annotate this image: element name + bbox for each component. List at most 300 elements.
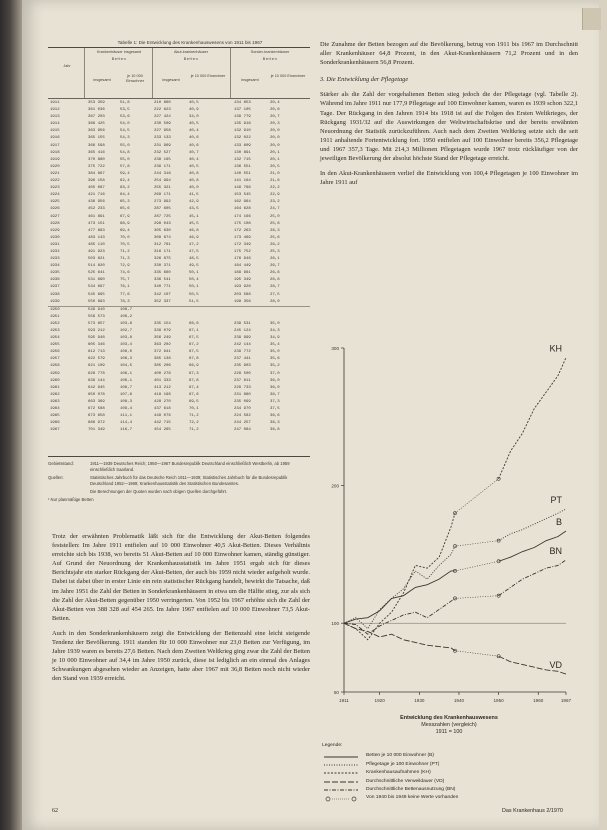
table-cell: 71,2 — [189, 414, 199, 419]
table-cell-year: 1924 — [50, 193, 60, 198]
table-cell: 20,7 — [270, 115, 280, 120]
note-text-gebiet: 1911—1939 Deutsches Reich; 1950—1967 Bundesrepublik Deutschland einschließlich Westberlin, ab 1959 einschließlich Saarland. — [90, 461, 290, 472]
table-cell: 239 531 — [234, 321, 251, 326]
page-corner-tab — [582, 8, 601, 30]
table-cell-year: 1914 — [50, 122, 60, 127]
col-group-akut: Akut-krankenhäuser — [174, 50, 208, 54]
table-row — [48, 406, 310, 413]
table-cell: 67,5 — [189, 350, 199, 355]
table-row — [48, 178, 310, 185]
book-binding — [0, 0, 22, 830]
table-cell: 106,1 — [120, 378, 133, 383]
table-cell: 316 171 — [154, 249, 171, 254]
table-cell: 222 623 — [154, 108, 171, 113]
table-cell: 650 078 — [88, 392, 105, 397]
table-cell: 375 722 — [88, 164, 105, 169]
table-cell: 71,3 — [120, 257, 130, 262]
table-cell: 77,6 — [120, 292, 130, 297]
table-cell: 247 084 — [234, 428, 251, 433]
table-cell: 40,0 — [189, 186, 199, 191]
table-cell: 436 956 — [88, 200, 105, 205]
table-cell: 62,4 — [120, 179, 130, 184]
body-paragraph: Stärker als die Zahl der vorgehaltenen Betten stieg jedoch die der Pflegetage (vgl. Tabelle 2). Während im Jahre 1911 nur 177,9 Pflegetage auf 100 Einwohner kamen, waren es 1939 schon 322,1 Tage. Der Rückgang in den Jahren 1914 bis 1918 ist auf die Folgen des Ersten Weltkrieges, der Rückgang 1931/32 auf die Auswirkungen der Weltwirtschaftskrise und der bereits erwähnten Neuordnung der Statistik zurückzuführen. Auch nach dem Zweiten Weltkrieg setzte sich die seit 1911 anhaltende Fortentwicklung fort. 1950 entfielen auf 100 Einwohner bereits 356,2 Pflegetage und 1967 357,3 Tage. Mit 214,3 Millionen Pflegetagen wurde 1967 trotz rückläufiger von der jeweiligen Bevölkerung der absolut höchste Stand der Pflegetage erreicht. — [320, 91, 578, 163]
table-cell: 76,1 — [120, 285, 130, 290]
table-cell: 366 598 — [88, 143, 105, 148]
table-cell: 36,8 — [270, 428, 280, 433]
table-row — [48, 221, 310, 228]
legend-label: Durchschnittliche Bettenausnutzung (BN) — [366, 787, 456, 793]
table-cell: 26,7 — [270, 285, 280, 290]
table-cell: 36,7 — [270, 392, 280, 397]
table-cell: 108,3 — [120, 399, 133, 404]
table-cell: 254 994 — [154, 179, 171, 184]
table-cell: 622 579 — [88, 357, 105, 362]
table-row — [48, 349, 310, 356]
table-cell: 233 133 — [154, 136, 171, 141]
table-cell: 245 124 — [234, 329, 251, 333]
table-row — [48, 157, 310, 164]
table-cell: 20,3 — [270, 122, 280, 127]
table-cell: 231 969 — [154, 143, 171, 148]
legend-item — [322, 761, 578, 769]
table-cell: 53,5 — [120, 108, 130, 113]
table-cell: 103,8 — [120, 321, 133, 326]
series-label-b: B — [555, 517, 562, 528]
table-cell-year: 1925 — [50, 200, 60, 205]
table-cell: 363 202 — [154, 343, 171, 348]
note-label-gebiet: Gebietsstand: — [48, 461, 74, 466]
table-cell: 50,4 — [189, 278, 199, 283]
table-cell: 130 891 — [234, 150, 251, 155]
table-row — [48, 164, 310, 171]
table-cell: 108,7 — [120, 307, 133, 312]
table-cell: 41,5 — [189, 193, 199, 198]
table-cell: 287 725 — [154, 214, 171, 219]
table-cell: 621 109 — [88, 364, 105, 369]
table-row — [48, 299, 310, 306]
y-tick-label: 200 — [331, 483, 339, 489]
table-cell: 45,1 — [189, 214, 199, 219]
table-cell: 701 349 — [88, 428, 105, 433]
x-tick-label: 1930 — [414, 698, 425, 703]
table-cell: 26,3 — [270, 228, 280, 233]
chart-title: Entwicklung des Krankenhauswesens — [400, 715, 498, 721]
table-cell: 20,4 — [270, 101, 280, 105]
series-gap-kh — [455, 479, 499, 513]
col-header-insgesamt-2: insgesamt — [162, 78, 180, 82]
col-header-je10000-1: je 10 000 Einwohner — [126, 74, 144, 83]
table-cell: 312 761 — [154, 242, 171, 247]
table-cell: 193 926 — [234, 285, 251, 290]
table-row — [48, 150, 310, 157]
table-cell: 335 154 — [154, 321, 171, 326]
table-cell-year: 1934 — [50, 264, 60, 269]
series-gap-vd — [455, 651, 499, 657]
table-cell: 172 263 — [234, 228, 251, 233]
table-cell-year: 1926 — [50, 207, 60, 212]
table-cell: 421 716 — [88, 193, 105, 198]
table-cell: 106,7 — [120, 385, 133, 390]
series-label-bn: BN — [549, 545, 562, 556]
table-cell: 22,9 — [270, 193, 280, 198]
table-cell-year: 1921 — [50, 171, 60, 176]
table-row — [48, 228, 310, 235]
table-cell: 239 171 — [154, 164, 171, 169]
table-cell: 366 425 — [88, 122, 105, 127]
body-paragraph: Die Zunahme der Betten bezogen auf die Bevölkerung, betrug von 1911 bis 1967 im Durchschnitt aller Krankenhäuser 64,8 Prozent, in den Akut-Krankenhäusern 71,2 Prozent und in den Sonderkrankenhäusern 56,8 Prozent. — [320, 41, 578, 67]
table-cell: 104,5 — [120, 364, 133, 369]
table-cell: 34,9 — [270, 336, 280, 341]
table-cell: 35,6 — [270, 357, 280, 362]
table-header — [48, 48, 310, 99]
table-cell: 37,3 — [270, 399, 280, 404]
table-cell: 40,4 — [189, 157, 199, 162]
table-cell: 26,8 — [270, 271, 280, 276]
legend-label: Pflegetage je 100 Einwohner (PT) — [366, 761, 440, 767]
legend-title: Legende: — [322, 743, 343, 748]
col-group-gesamt-sub: Betten — [111, 57, 127, 61]
table-cell: 54,5 — [120, 129, 130, 134]
table-cell: 20,0 — [270, 136, 280, 141]
table-cell: 244 257 — [234, 421, 251, 426]
table-cell: 238 165 — [154, 157, 171, 162]
table-cell: 672 588 — [88, 407, 105, 412]
table-cell-year: 1931 — [50, 242, 60, 247]
table-cell: 550 693 — [88, 299, 105, 304]
col-header-insgesamt-3: insgesamt — [241, 78, 259, 82]
table-cell-year: 1958 — [50, 364, 60, 369]
table-row — [48, 385, 310, 392]
table-cell: 133 609 — [234, 143, 251, 148]
table-cell: 25,0 — [270, 214, 280, 219]
table-cell: 229 733 — [234, 385, 251, 390]
right-body-column — [320, 40, 578, 193]
table-cell: 549 910 — [88, 307, 105, 312]
table-cell: 173 469 — [234, 235, 251, 240]
table-cell: 477 893 — [88, 228, 105, 233]
table-cell: 174 166 — [234, 214, 251, 219]
table-cell-year: 1912 — [50, 108, 60, 113]
table-cell: 26,2 — [270, 242, 280, 247]
table-row — [48, 114, 310, 121]
series-label-pt: PT — [550, 494, 562, 505]
col-divider — [84, 48, 85, 98]
table-cell: 356 249 — [154, 336, 171, 341]
table-cell: 365 155 — [88, 136, 105, 141]
x-tick-label: 1960 — [533, 698, 544, 703]
table-cell: 40,4 — [189, 129, 199, 134]
table-cell: 514 820 — [88, 264, 105, 269]
table-row — [48, 256, 310, 263]
body-paragraph: In den Akut-Krankenhäusern verlief die Entwicklung von 100,4 Pflegetagen je 100 Einwohner im Jahre 1911 auf — [320, 170, 578, 187]
table-cell: 437 618 — [154, 407, 171, 412]
table-cell: 255 321 — [154, 186, 171, 191]
table-cell: 28,0 — [270, 299, 280, 304]
table-cell: 367 203 — [88, 115, 105, 120]
table-cell: 25,3 — [270, 249, 280, 254]
table-cell: 639 144 — [88, 378, 105, 383]
table-cell: 461 891 — [88, 214, 105, 219]
table-cell: 198 356 — [234, 299, 251, 304]
table-cell: 230 509 — [154, 122, 171, 127]
table-footnote: ¹ Nur planmäßige Betten — [48, 497, 94, 502]
table-cell: 231 880 — [234, 392, 251, 397]
table-cell: 442 715 — [154, 421, 171, 426]
table-cell-year: 1952 — [50, 321, 60, 326]
table-cell: 34,3 — [270, 329, 280, 333]
table-row — [48, 307, 310, 314]
table-cell: 40,6 — [189, 143, 199, 148]
table-cell: 40,5 — [189, 164, 199, 169]
table-cell: 67,5 — [189, 336, 199, 341]
table-cell: 418 198 — [154, 392, 171, 397]
table-cell: 21,6 — [270, 179, 280, 184]
page-number: 62 — [52, 808, 58, 814]
table-row — [48, 284, 310, 291]
table-cell: 40,7 — [189, 150, 199, 155]
table-cell: 605 346 — [88, 343, 105, 348]
table-cell: 335 680 — [154, 271, 171, 276]
table-cell-year: 1928 — [50, 221, 60, 226]
table-cell: 239 772 — [234, 350, 251, 355]
journal-footer: Das Krankenhaus 2/1970 — [502, 808, 563, 814]
table-cell-year: 1936 — [50, 278, 60, 283]
table-cell: 20,6 — [270, 108, 280, 113]
table-cell: 20,0 — [270, 143, 280, 148]
table-cell: 401 333 — [154, 378, 171, 383]
section-heading: 3. Die Entwicklung der Pflegetage — [320, 76, 409, 84]
table-cell-year: 1964 — [50, 407, 60, 412]
table-cell: 48,5 — [189, 257, 199, 262]
col-group-gesamt: Krankenhäuser insgesamt — [96, 50, 142, 54]
table-cell: 51,8 — [120, 101, 130, 105]
table-cell: 628 778 — [88, 371, 105, 376]
table-cell-year: 1918 — [50, 150, 60, 155]
table-cell: 227 958 — [154, 129, 171, 134]
series-line-bn — [344, 598, 455, 634]
table-cell: 72,9 — [120, 264, 130, 269]
table-cell: 63,2 — [120, 186, 130, 191]
table-cell: 51,5 — [189, 299, 199, 304]
table-cell: 210 860 — [154, 101, 171, 105]
table-cell: 21,0 — [270, 171, 280, 176]
table-cell-year: 1959 — [50, 371, 60, 376]
table-cell: 336 541 — [154, 278, 171, 283]
table-cell: 175 108 — [234, 221, 251, 226]
table-cell: 340 771 — [154, 285, 171, 290]
table-cell: 36,6 — [270, 414, 280, 419]
table-cell: 396 158 — [88, 179, 105, 184]
legend-item — [322, 778, 578, 786]
table-cell: 595 948 — [88, 336, 105, 341]
table-row — [48, 242, 310, 249]
table-cell: 66,6 — [189, 321, 199, 326]
table-row — [48, 235, 310, 242]
table-cell: 139 779 — [234, 115, 251, 120]
table-cell: 153 545 — [234, 193, 251, 198]
table-cell-year: 1956 — [50, 350, 60, 355]
table-row — [48, 314, 310, 321]
table-cell: 20,5 — [270, 164, 280, 169]
col-group-sonder: Sonder-krankenhäuser — [250, 50, 290, 54]
table-cell: 237 441 — [234, 357, 251, 362]
table-cell: 132 910 — [234, 129, 251, 134]
x-tick-label: 1911 — [339, 698, 349, 703]
table-cell: 452 233 — [88, 207, 105, 212]
table-cell-year: 1935 — [50, 271, 60, 276]
x-tick-label: 1967 — [560, 698, 572, 703]
table-cell: 132 022 — [234, 136, 251, 141]
table-cell-year: 1963 — [50, 399, 60, 404]
table-row — [48, 185, 310, 192]
table-cell: 164 628 — [234, 207, 251, 212]
table-cell: 352 337 — [154, 299, 171, 304]
chart-legend — [322, 742, 578, 803]
series-label-vd: VD — [549, 660, 562, 671]
table-cell: 69,5 — [189, 399, 199, 404]
table-cell: 370 880 — [88, 157, 105, 162]
table-cell-year: 1961 — [50, 385, 60, 390]
table-cell: 525 641 — [88, 271, 105, 276]
table-cell: 134 653 — [234, 101, 251, 105]
table-cell: 55,0 — [120, 157, 130, 162]
table-cell: 103,4 — [120, 343, 133, 348]
table-cell: 47,2 — [189, 242, 199, 247]
table-cell-year: 1966 — [50, 421, 60, 426]
table-cell: 385 138 — [154, 357, 171, 362]
table-row — [48, 249, 310, 256]
body-paragraph: Auch in den Sonderkrankenhäusern zeigt die Entwicklung der Bettenzahl eine leicht steigende Tendenz der Bevölkerung. 1911 standen für 10 000 Einwohner nur 23,0 Betten zur Verfügung, im Jahre 1939 waren es bereits 27,6 Betten. Nach dem Zweiten Weltkrieg ging zwar die Zahl der Betten je 10 000 Einwohner auf 34,4 im Jahre 1950 zurück, diese ist lediglich an ein einmal des Anlages Schwankungen abgesehen wieder an Anzeigen, hatte aber 1967 mit 36,8 Betten noch nicht wieder den Stand von 1939 erreicht. — [52, 629, 310, 683]
table-cell-year: 1920 — [50, 164, 60, 169]
table-cell-year: 1950 — [50, 307, 60, 312]
table-cell: 503 821 — [88, 257, 105, 262]
table-cell: 353 359 — [88, 101, 105, 105]
table-cell: 242 144 — [234, 343, 251, 348]
table-cell: 74,6 — [120, 271, 130, 276]
table-cell-year: 1957 — [50, 357, 60, 362]
table-cell-year: 1922 — [50, 179, 60, 184]
y-tick-label: 100 — [331, 621, 339, 626]
col-header-jahr: Jahr — [63, 64, 71, 68]
series-line-vd — [344, 623, 455, 651]
table-cell: 109,4 — [120, 407, 133, 412]
table-cell: 305 630 — [154, 228, 171, 233]
table-cell: 57,8 — [120, 164, 130, 169]
table-cell: 67,2 — [189, 343, 199, 348]
table-cell-year: 1919 — [50, 157, 60, 162]
table-cell: 26,1 — [270, 257, 280, 262]
table-cell: 454 265 — [154, 428, 171, 433]
table-cell: 531 890 — [88, 278, 105, 283]
table-cell: 363 956 — [88, 129, 105, 134]
table-cell: 20,1 — [270, 150, 280, 155]
table-row — [48, 192, 310, 199]
table-cell: 35,0 — [270, 350, 280, 355]
table-cell: 36,3 — [270, 421, 280, 426]
table-cell: 149 766 — [234, 186, 251, 191]
table-cell: 203 588 — [234, 292, 251, 297]
table-cell: 309 674 — [154, 235, 171, 240]
table-cell: 287 605 — [154, 207, 171, 212]
table-cell: 361 036 — [88, 108, 105, 113]
col-header-je10000-2: je 10 000 Einwohner — [190, 74, 226, 78]
table-cell: 75,7 — [120, 278, 130, 283]
table-cell: 273 992 — [154, 200, 171, 205]
table-cell: 107,6 — [120, 392, 133, 397]
table-cell: 686 972 — [88, 421, 105, 426]
table-cell: 25,8 — [270, 221, 280, 226]
table-cell-year: 1929 — [50, 228, 60, 233]
table-cell: 184 449 — [234, 264, 251, 269]
table-cell: 116,7 — [120, 428, 133, 433]
table-cell: 59,4 — [120, 171, 130, 176]
table-row — [48, 420, 310, 427]
table-row — [48, 321, 310, 328]
series-gap-b — [455, 561, 499, 571]
table-cell: 70,1 — [189, 407, 199, 412]
table-row — [48, 342, 310, 349]
table-cell: 428 270 — [154, 399, 171, 404]
table-cell: 172 349 — [234, 242, 251, 247]
table-cell: 485 110 — [88, 242, 105, 247]
table-cell: 26,7 — [270, 264, 280, 269]
chart-subtitle-1: Messzahlen (vergleich) — [421, 722, 477, 728]
series-line-bn — [499, 560, 566, 596]
table-cell: 71,2 — [120, 249, 130, 254]
table-cell: 54,0 — [120, 122, 130, 127]
legend-item — [322, 769, 578, 777]
table-cell: 67,4 — [189, 385, 199, 390]
table-row — [48, 371, 310, 378]
legend-swatch — [322, 796, 362, 802]
table-cell-year: 1955 — [50, 343, 60, 348]
table-cell: 106,1 — [120, 371, 133, 376]
table-cell: 68,9 — [120, 221, 130, 226]
table-cell: 40,5 — [189, 122, 199, 127]
table-cell: 106,3 — [120, 357, 133, 362]
table-cell: 22,2 — [270, 186, 280, 191]
table-cell: 140 551 — [234, 171, 251, 176]
chart-caption — [320, 715, 578, 736]
table-cell: 78,3 — [120, 299, 130, 304]
table-cell: 26,8 — [270, 278, 280, 283]
table-cell: 385 206 — [154, 364, 171, 369]
x-tick-label: 1940 — [453, 698, 465, 703]
table-cell: 46,8 — [189, 228, 199, 233]
table-cell: 483 143 — [88, 235, 105, 240]
legend-label: Von 1940 bis 1949 keine Werte vorhanden — [366, 795, 459, 801]
table-cell: 67,8 — [189, 357, 199, 362]
table-cell: 54,8 — [120, 150, 130, 155]
legend-label: Durchschnittliche Verweildauer (VD) — [366, 778, 445, 784]
table-cell: 24,7 — [270, 207, 280, 212]
table-cell: 473 151 — [88, 221, 105, 226]
table-cell: 71,2 — [189, 428, 199, 433]
table-cell: 400 278 — [154, 371, 171, 376]
table-row — [48, 199, 310, 206]
table-cell: 102,7 — [120, 329, 133, 333]
table-row — [48, 427, 310, 434]
table-cell: 111,1 — [120, 414, 133, 419]
table-cell-year: 1967 — [50, 428, 60, 433]
table-cell: 35,4 — [270, 343, 280, 348]
table-row — [48, 363, 310, 370]
table-cell: 36,0 — [270, 378, 280, 383]
table-cell: 342 107 — [154, 292, 171, 297]
table-cell: 46,9 — [189, 235, 199, 240]
table-cell: 67,9 — [120, 214, 130, 219]
table-cell: 175 752 — [234, 249, 251, 254]
